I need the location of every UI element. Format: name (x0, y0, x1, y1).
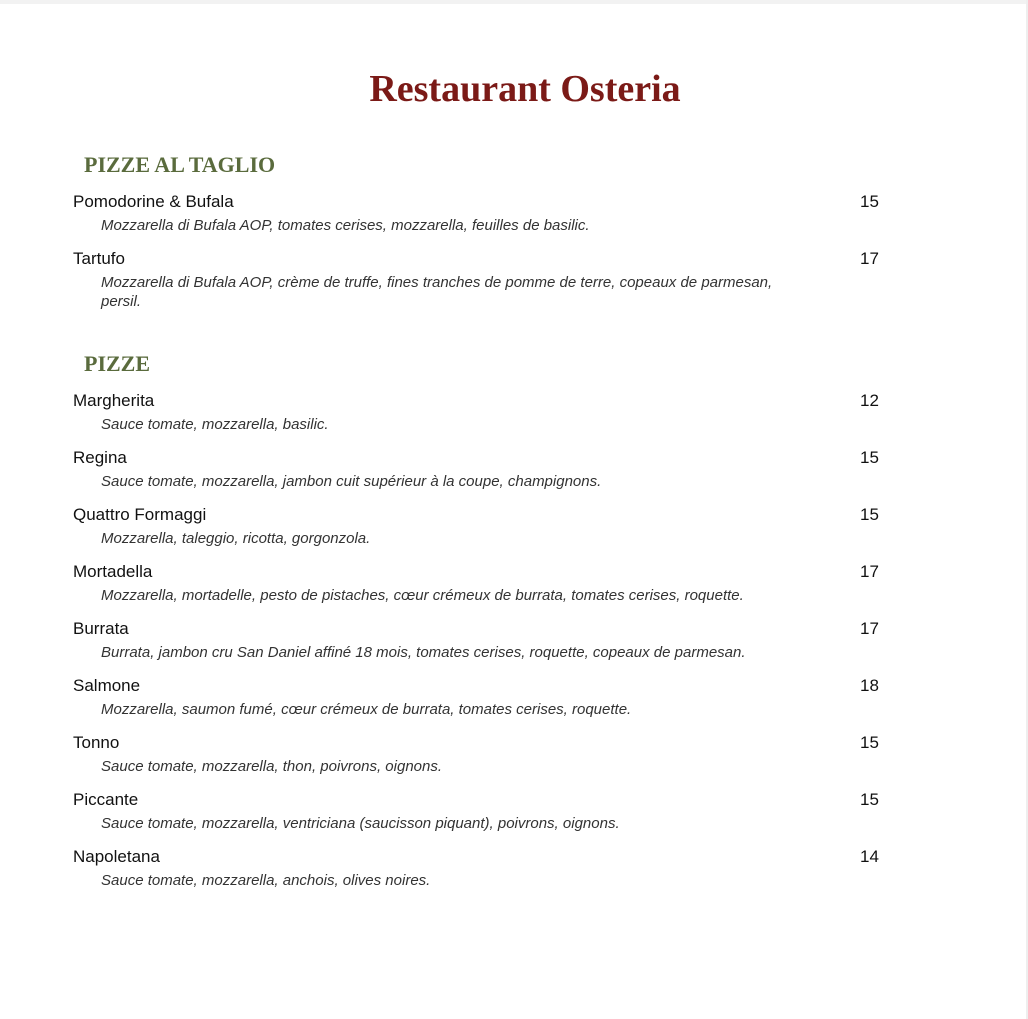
item-description: Sauce tomate, mozzarella, basilic. (101, 416, 329, 433)
item-description: Sauce tomate, mozzarella, thon, poivrons, oignons. (101, 758, 443, 775)
item-price: 15 (860, 790, 879, 809)
item-price: 17 (860, 619, 879, 638)
item-description: Sauce tomate, mozzarella, anchois, olives noires. (101, 872, 431, 889)
item-price: 14 (860, 847, 879, 866)
item-price: 18 (860, 676, 879, 695)
section-title: PIZZE (84, 351, 151, 376)
section-title: PIZZE AL TAGLIO (84, 152, 276, 177)
item-description: Sauce tomate, mozzarella, jambon cuit supérieur à la coupe, champignons. (101, 473, 602, 490)
item-price: 15 (860, 192, 879, 211)
item-name: Regina (73, 448, 127, 467)
item-description: Mozzarella, saumon fumé, cœur crémeux de burrata, tomates cerises, roquette. (101, 701, 632, 718)
item-name: Napoletana (73, 847, 160, 866)
item-description: Mozzarella di Bufala AOP, crème de truffe, fines tranches de pomme de terre, copeaux de parmesan, persil. (101, 274, 773, 310)
item-description: Burrata, jambon cru San Daniel affiné 18 mois, tomates cerises, roquette, copeaux de parmesan. (101, 644, 746, 661)
item-price: 15 (860, 733, 879, 752)
item-name: Tartufo (73, 249, 125, 268)
item-name: Margherita (73, 391, 155, 410)
item-price: 12 (860, 391, 879, 410)
item-description: Mozzarella di Bufala AOP, tomates cerises, mozzarella, feuilles de basilic. (101, 217, 590, 234)
item-name: Mortadella (73, 562, 153, 581)
item-name: Pomodorine & Bufala (73, 192, 234, 211)
item-name: Quattro Formaggi (73, 505, 207, 524)
item-name: Tonno (73, 733, 120, 752)
item-price: 17 (860, 249, 879, 268)
item-name: Burrata (73, 619, 129, 638)
item-name: Salmone (73, 676, 141, 695)
item-description: Sauce tomate, mozzarella, ventriciana (saucisson piquant), poivrons, oignons. (101, 815, 620, 832)
item-name: Piccante (73, 790, 139, 809)
item-description: Mozzarella, taleggio, ricotta, gorgonzola. (101, 530, 371, 547)
item-price: 15 (860, 505, 879, 524)
item-description: Mozzarella, mortadelle, pesto de pistaches, cœur crémeux de burrata, tomates cerises, roquette. (101, 587, 744, 604)
item-price: 17 (860, 562, 879, 581)
restaurant-title: Restaurant Osteria (369, 68, 681, 110)
item-price: 15 (860, 448, 879, 467)
page-top-edge (0, 0, 1028, 4)
